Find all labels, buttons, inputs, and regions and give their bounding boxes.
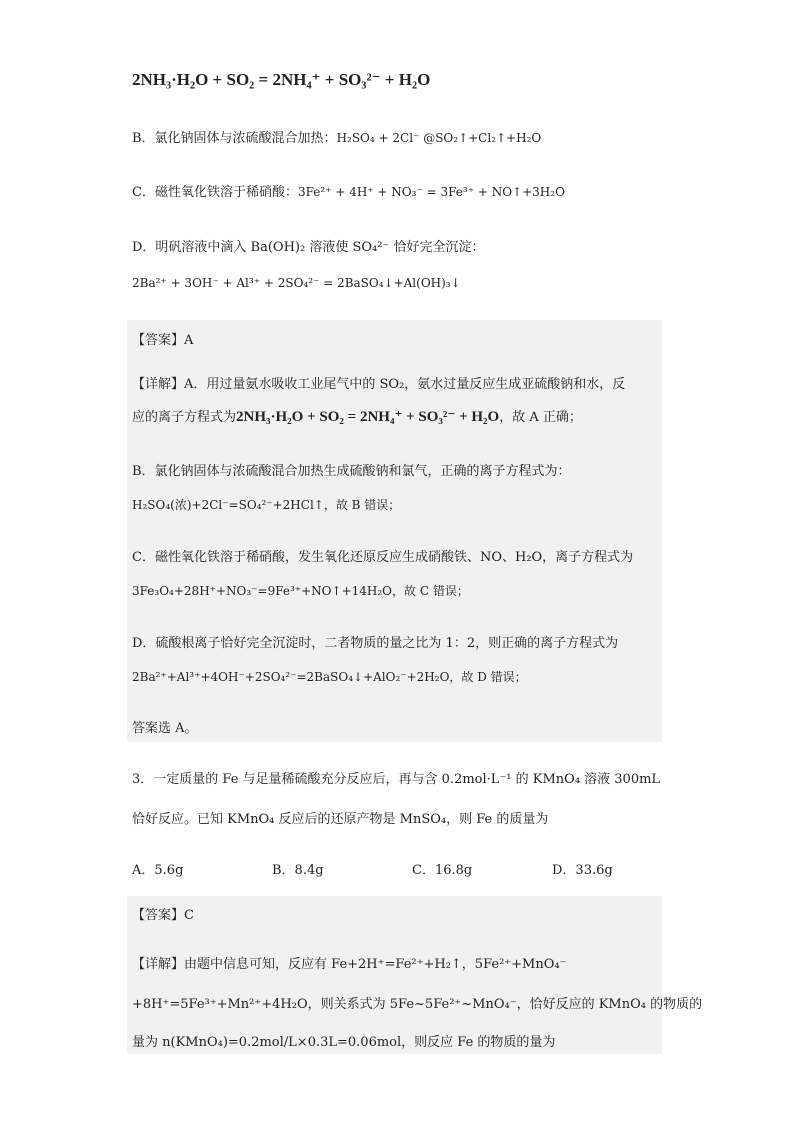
q3-option-b: B．8.4g (272, 863, 324, 878)
q3-detail-line1: 【详解】由题中信息可知，反应有 Fe+2H⁺=Fe²⁺+H₂↑，5Fe²⁺+MnO₄⁻ (132, 957, 567, 972)
q3-options (132, 859, 692, 878)
detail-a-suffix: ，故 A 正确； (499, 410, 582, 425)
option-b-label: B．氯化钠固体与浓硫酸混合加热： (132, 131, 337, 146)
detail-c-line1: C．磁性氧化铁溶于稀硝酸，发生氧化还原反应生成硝酸铁、NO、H₂O，离子方程式为 (132, 550, 634, 565)
detail-a-equation: 2NH₃·H₂O + SO₂ = 2NH₄⁺ + SO₃²⁻ + H₂O (236, 409, 500, 425)
detail-conclusion: 答案选 A。 (132, 721, 198, 736)
q3-stem-line2: 恰好反应。已知 KMnO₄ 反应后的还原产物是 MnSO₄，则 Fe 的质量为 (132, 812, 549, 827)
answer-tag-q2: 【答案】A (132, 333, 194, 348)
q3-option-c: C．16.8g (412, 863, 473, 878)
detail-d-line1: D．硫酸根离子恰好完全沉淀时，二者物质的量之比为 1：2，则正确的离子方程式为 (132, 636, 619, 651)
detail-b-line2: H₂SO₄(浓)+2Cl⁻=SO₄²⁻+2HCl↑，故 B 错误； (132, 498, 401, 512)
option-b-equation: H₂SO₄ + 2Cl⁻ @SO₂↑+Cl₂↑+H₂O (336, 131, 542, 145)
detail-b-line1: B．氯化钠固体与浓硫酸混合加热生成硫酸钠和氯气，正确的离子方程式为： (132, 464, 571, 479)
q3-option-a: A．5.6g (132, 863, 184, 878)
answer-tag-q3: 【答案】C (132, 908, 194, 923)
option-c-equation: 3Fe²⁺ + 4H⁺ + NO₃⁻ = 3Fe³⁺ + NO↑+3H₂O (297, 185, 565, 199)
detail-a-line1: 【详解】A．用过量氨水吸收工业尾气中的 SO₂，氨水过量反应生成亚硫酸钠和水，反 (132, 377, 626, 392)
q3-stem-line1: 3．一定质量的 Fe 与足量稀硫酸充分反应后，再与含 0.2mol·L⁻¹ 的 KMnO₄ 溶液 300mL (132, 772, 661, 787)
detail-a-line2 (132, 406, 582, 426)
option-b (132, 127, 541, 146)
detail-c-line2: 3Fe₃O₄+28H⁺+NO₃⁻=9Fe³⁺+NO↑+14H₂O，故 C 错误； (132, 584, 469, 598)
option-d-label: D．明矾溶液中滴入 Ba(OH)₂ 溶液使 SO₄²⁻ 恰好完全沉淀： (132, 240, 485, 255)
option-a-equation: 2NH₃·H₂O + SO₂ = 2NH₄⁺ + SO₃²⁻ + H₂O (132, 70, 431, 89)
detail-a-prefix: 应的离子方程式为 (132, 410, 237, 425)
detail-d-line2: 2Ba²⁺+Al³⁺+4OH⁻+2SO₄²⁻=2BaSO₄↓+AlO₂⁻+2H₂O，故 D 错误； (132, 670, 527, 684)
q3-detail-line2: +8H⁺=5Fe³⁺+Mn²⁺+4H₂O，则关系式为 5Fe~5Fe²⁺~MnO₄⁻，恰好反应的 KMnO₄ 的物质的 (132, 997, 703, 1012)
option-c-label: C．磁性氧化铁溶于稀硝酸： (132, 185, 298, 200)
option-c (132, 181, 565, 200)
q3-detail-line3: 量为 n(KMnO₄)=0.2mol/L×0.3L=0.06mol，则反应 Fe 的物质的量为 (132, 1035, 556, 1050)
option-d-equation: 2Ba²⁺ + 3OH⁻ + Al³⁺ + 2SO₄²⁻ = 2BaSO₄↓+Al(OH)₃↓ (132, 276, 461, 290)
q3-option-d: D．33.6g (552, 863, 613, 878)
